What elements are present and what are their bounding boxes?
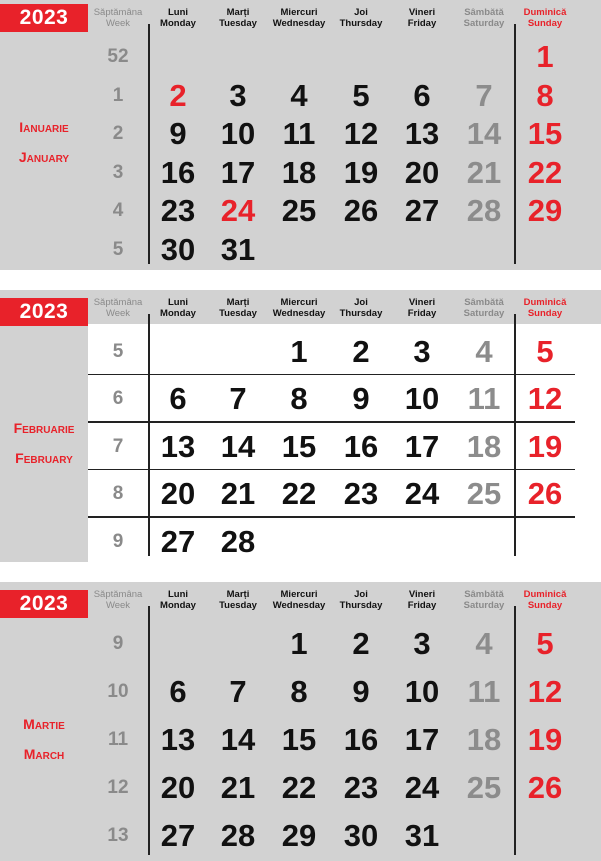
day-cell: 16 (343, 722, 379, 757)
day-cell: 9 (352, 381, 370, 417)
weekday-label-ro: Marți (226, 7, 250, 18)
day-cell: 7 (229, 381, 247, 417)
weekday-header-saturday (454, 294, 514, 322)
day-cell: 24 (220, 193, 256, 229)
weekday-header-sunday (515, 586, 575, 614)
day-cell: 12 (343, 116, 379, 152)
weekday-header-friday (392, 294, 452, 322)
weekday-label-en: Thursday (339, 308, 383, 319)
weekday-label-ro: Joi (354, 297, 368, 308)
weekday-label-en: Friday (407, 308, 437, 319)
day-cell: 28 (466, 193, 502, 229)
day-cell: 27 (160, 818, 196, 853)
week-column-header (88, 4, 148, 32)
week-number: 8 (112, 483, 124, 505)
day-cell: 10 (404, 674, 440, 709)
day-cell: 25 (281, 193, 317, 229)
day-cell: 9 (169, 116, 187, 152)
weekday-label-en: Tuesday (219, 18, 257, 29)
week-number: 13 (107, 825, 129, 846)
day-cell: 2 (352, 626, 370, 661)
day-cell: 9 (352, 674, 370, 709)
weekday-header-thursday (331, 294, 391, 322)
day-cell: 22 (527, 154, 563, 190)
week-number: 52 (107, 46, 129, 68)
day-cell: 30 (343, 818, 379, 853)
day-cell: 28 (220, 523, 256, 559)
day-cell: 18 (466, 722, 502, 757)
day-cell: 19 (343, 154, 379, 190)
weekday-label-en: Monday (160, 600, 196, 611)
weekday-header-monday (148, 586, 208, 614)
day-cell: 14 (220, 722, 256, 757)
month-name (0, 112, 88, 172)
day-cell: 27 (404, 193, 440, 229)
day-cell: 11 (467, 381, 501, 417)
day-cell: 24 (404, 770, 440, 805)
week-label-ro: Săptămâna (93, 7, 143, 18)
day-cell: 1 (290, 333, 308, 369)
day-cell: 16 (343, 428, 379, 464)
year-badge: 2023 (0, 4, 88, 32)
month-block-march (0, 582, 601, 861)
week-number: 5 (112, 238, 124, 260)
weekday-label-en: Sunday (527, 18, 563, 29)
day-cell: 17 (220, 154, 256, 190)
weekday-header-tuesday (208, 294, 268, 322)
month-grid (88, 324, 601, 562)
weekday-header-monday (148, 294, 208, 322)
weekday-label-en: Sunday (527, 308, 563, 319)
day-cell: 14 (220, 428, 256, 464)
weekday-label-en: Wednesday (272, 308, 326, 319)
day-cell: 22 (281, 476, 317, 512)
week-number: 3 (112, 161, 124, 183)
weekday-header-saturday (454, 4, 514, 32)
weekday-label-ro: Luni (167, 7, 189, 18)
day-cell: 29 (527, 193, 563, 229)
week-number: 9 (112, 633, 124, 654)
day-cell: 20 (160, 476, 196, 512)
day-cell: 15 (527, 116, 563, 152)
day-cell: 18 (281, 154, 317, 190)
weekday-label-ro: Vineri (408, 589, 436, 600)
day-cell: 1 (290, 626, 308, 661)
day-cell: 24 (404, 476, 440, 512)
weekday-header-saturday (454, 586, 514, 614)
weekday-header (88, 4, 601, 32)
week-number: 2 (112, 123, 124, 145)
weekday-header-wednesday (269, 586, 329, 614)
day-cell: 12 (527, 674, 563, 709)
weekday-label-en: Tuesday (219, 308, 257, 319)
day-cell: 3 (413, 626, 431, 661)
day-cell: 4 (475, 333, 493, 369)
weekday-label-en: Thursday (339, 18, 383, 29)
day-cell: 10 (220, 116, 256, 152)
weekday-label-en: Wednesday (272, 600, 326, 611)
day-cell: 3 (413, 333, 431, 369)
day-cell: 17 (404, 428, 440, 464)
week-label-en: Week (105, 18, 131, 29)
day-cell: 5 (536, 626, 554, 661)
weekday-label-en: Saturday (463, 600, 505, 611)
weekday-header-thursday (331, 4, 391, 32)
month-name-en: January (18, 149, 70, 165)
day-cell: 3 (229, 77, 247, 113)
day-cell: 5 (536, 333, 554, 369)
month-grid (88, 34, 601, 270)
weekday-label-en: Monday (160, 308, 196, 319)
weekday-label-ro: Joi (354, 7, 368, 18)
day-cell: 6 (413, 77, 431, 113)
month-name (0, 413, 88, 473)
year-badge: 2023 (0, 298, 88, 326)
day-cell: 13 (404, 116, 440, 152)
day-cell: 18 (466, 428, 502, 464)
month-name-ro: Februarie (13, 420, 75, 436)
weekday-label-en: Monday (160, 18, 196, 29)
weekday-label-ro: Vineri (408, 297, 436, 308)
weekday-header-monday (148, 4, 208, 32)
row-divider (88, 469, 575, 471)
weekday-header-tuesday (208, 586, 268, 614)
day-cell: 21 (466, 154, 502, 190)
day-cell: 2 (169, 77, 187, 113)
day-cell: 19 (527, 722, 563, 757)
month-name-en: February (15, 450, 73, 466)
day-cell: 7 (229, 674, 247, 709)
week-number: 7 (112, 435, 124, 457)
day-cell: 20 (160, 770, 196, 805)
day-cell: 22 (281, 770, 317, 805)
day-cell: 27 (160, 523, 196, 559)
day-cell: 12 (527, 381, 563, 417)
day-cell: 25 (466, 770, 502, 805)
row-divider (88, 421, 575, 423)
day-cell: 26 (527, 770, 563, 805)
month-grid (88, 616, 601, 861)
week-label-en: Week (105, 600, 131, 611)
day-cell: 14 (466, 116, 502, 152)
day-cell: 17 (404, 722, 440, 757)
year-badge: 2023 (0, 590, 88, 618)
weekday-label-ro: Duminică (523, 7, 567, 18)
month-name (0, 709, 88, 769)
week-number: 1 (112, 84, 124, 106)
weekday-label-ro: Marți (226, 589, 250, 600)
day-cell: 23 (343, 770, 379, 805)
weekday-label-ro: Luni (167, 297, 189, 308)
weekday-header-sunday (515, 4, 575, 32)
day-cell: 28 (220, 818, 256, 853)
weekday-header-tuesday (208, 4, 268, 32)
weekday-header-wednesday (269, 294, 329, 322)
row-divider (88, 374, 575, 376)
month-block-february (0, 290, 601, 562)
weekday-label-ro: Vineri (408, 7, 436, 18)
weekday-label-en: Sunday (527, 600, 563, 611)
day-cell: 16 (160, 154, 196, 190)
day-cell: 21 (220, 476, 256, 512)
day-cell: 5 (352, 77, 370, 113)
day-cell: 21 (220, 770, 256, 805)
weekday-label-ro: Luni (167, 589, 189, 600)
month-name-ro: Ianuarie (19, 119, 69, 135)
day-cell: 4 (290, 77, 308, 113)
weekday-label-en: Friday (407, 600, 437, 611)
day-cell: 26 (527, 476, 563, 512)
week-column-header (88, 586, 148, 614)
day-cell: 1 (536, 39, 554, 75)
weekday-header-friday (392, 4, 452, 32)
weekday-label-en: Wednesday (272, 18, 326, 29)
weekday-label-ro: Marți (226, 297, 250, 308)
week-number: 9 (112, 530, 124, 552)
day-cell: 19 (527, 428, 563, 464)
day-cell: 20 (404, 154, 440, 190)
day-cell: 2 (352, 333, 370, 369)
month-block-january (0, 0, 601, 270)
day-cell: 8 (290, 674, 308, 709)
week-label-ro: Săptămâna (93, 589, 143, 600)
weekday-header (88, 294, 601, 322)
week-number: 10 (107, 681, 129, 702)
weekday-label-ro: Duminică (523, 589, 567, 600)
weekday-label-ro: Joi (354, 589, 368, 600)
week-column-header (88, 294, 148, 322)
weekday-label-ro: Sâmbătă (464, 589, 504, 600)
day-cell: 6 (169, 381, 187, 417)
week-number: 12 (107, 777, 129, 798)
day-cell: 29 (281, 818, 317, 853)
day-cell: 23 (343, 476, 379, 512)
month-name-en: March (23, 745, 65, 762)
weekday-header (88, 586, 601, 614)
day-cell: 30 (160, 231, 196, 267)
weekday-label-ro: Miercuri (280, 7, 318, 18)
day-cell: 13 (160, 722, 196, 757)
day-cell: 11 (282, 116, 316, 152)
day-cell: 6 (169, 674, 187, 709)
week-label-ro: Săptămâna (93, 297, 143, 308)
month-name-ro: Martie (23, 715, 65, 732)
day-cell: 15 (281, 722, 317, 757)
day-cell: 4 (475, 626, 493, 661)
weekday-header-wednesday (269, 4, 329, 32)
weekday-label-en: Thursday (339, 600, 383, 611)
week-number: 6 (112, 388, 124, 410)
day-cell: 23 (160, 193, 196, 229)
weekday-label-en: Friday (407, 18, 437, 29)
weekday-label-ro: Duminică (523, 297, 567, 308)
day-cell: 31 (404, 818, 440, 853)
week-label-en: Week (105, 308, 131, 319)
day-cell: 7 (475, 77, 493, 113)
weekday-label-ro: Miercuri (280, 297, 318, 308)
day-cell: 8 (536, 77, 554, 113)
week-number: 11 (107, 729, 129, 750)
row-divider (88, 516, 575, 518)
weekday-label-en: Tuesday (219, 600, 257, 611)
day-cell: 26 (343, 193, 379, 229)
day-cell: 25 (466, 476, 502, 512)
day-cell: 8 (290, 381, 308, 417)
day-cell: 31 (220, 231, 256, 267)
weekday-label-ro: Sâmbătă (464, 297, 504, 308)
day-cell: 13 (160, 428, 196, 464)
day-cell: 15 (281, 428, 317, 464)
weekday-header-sunday (515, 294, 575, 322)
day-cell: 10 (404, 381, 440, 417)
week-number: 5 (112, 340, 124, 362)
weekday-label-en: Saturday (463, 18, 505, 29)
weekday-label-en: Saturday (463, 308, 505, 319)
weekday-label-ro: Miercuri (280, 589, 318, 600)
weekday-header-thursday (331, 586, 391, 614)
weekday-label-ro: Sâmbătă (464, 7, 504, 18)
week-number: 4 (112, 200, 124, 222)
weekday-header-friday (392, 586, 452, 614)
day-cell: 11 (467, 674, 501, 709)
